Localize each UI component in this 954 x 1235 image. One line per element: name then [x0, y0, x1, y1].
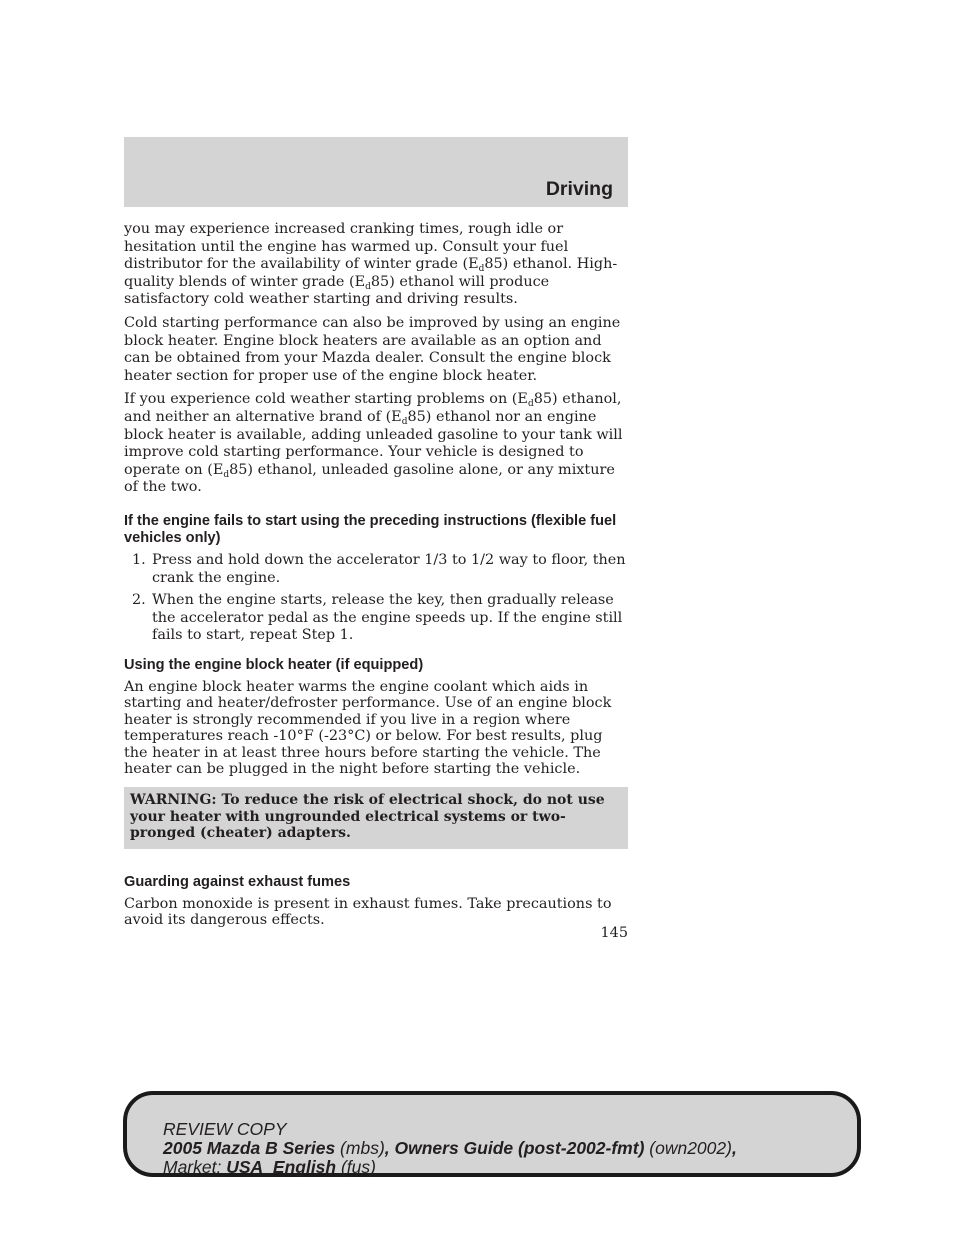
paragraph-exhaust-fumes: Carbon monoxide is present in exhaust fumes. Take precautions to avoid its dangerous effects. [124, 895, 612, 929]
review-copy-label: REVIEW COPY [163, 1119, 287, 1139]
steps-list [124, 552, 630, 645]
paragraph-cold-starting: Cold starting performance can also be improved by using an engine block heater. Engine block heaters are available as an option and can be obtained from your Mazda dealer. Consult the engine block heater section for proper use of the engine block heater. [124, 314, 621, 384]
review-copy-footer [123, 1091, 861, 1177]
warning-box: WARNING: To reduce the risk of electrical shock, do not use your heater with ungrounded electrical systems or two-pronged (cheater) adapters. [124, 787, 628, 849]
paragraph-winter-grade: you may experience increased cranking times, rough idle or hesitation until the engine has warmed up. Consult your fuel distributor for the availability of winter grade $(E_d85)$ ethanol. High-quality blends of winter grade $(E_d85)$ ethanol will produce satisfactory cold weather starting and driving results. [124, 221, 618, 308]
page-content [124, 221, 630, 935]
page-number: 145 [600, 925, 628, 941]
list-item [124, 552, 630, 587]
heading-engine-fails: If the engine fails to start using the preceding instructions (flexible fuel vehicles only) [124, 512, 617, 546]
paragraph-block-heater: An engine block heater warms the engine coolant which aids in starting and heater/defroster performance. Use of an engine block heater is strongly recommended if you live in a region where temperatures reach -10°F (-23°C) or below. For best results, plug the heater in at least three hours before starting the vehicle. The heater can be plugged in the night before starting the vehicle. [124, 678, 612, 777]
step-number: 2. [132, 592, 146, 609]
heading-exhaust-fumes: Guarding against exhaust fumes [124, 873, 351, 890]
heading-block-heater: Using the engine block heater (if equipped) [124, 656, 424, 673]
step-text: When the engine starts, release the key, then gradually release the accelerator pedal as the engine speeds up. If the engine still fails to start, repeat Step 1. [152, 592, 623, 644]
list-item [124, 592, 630, 645]
step-number: 1. [132, 551, 146, 568]
document-info-line: 2005 Mazda B Series (mbs), Owners Guide (post-2002-fmt) (own2002), [163, 1138, 737, 1158]
market-line: Market: USA_English (fus) [163, 1157, 376, 1177]
paragraph-cold-weather-problems: If you experience cold weather starting problems on $(E_d85)$ ethanol, and neither an alternative brand of $(E_d85)$ ethanol nor an engine block heater is available, adding unleaded gasoline to your tank will improve cold starting performance. Your vehicle is designed to operate on $(E_d85)$ ethanol, unleaded gasoline alone, or any mixture of the two. [124, 391, 623, 496]
section-header-bar [124, 137, 628, 207]
section-title: Driving [545, 178, 613, 200]
step-text: Press and hold down the accelerator 1/3 to 1/2 way to floor, then crank the engine. [152, 551, 626, 586]
